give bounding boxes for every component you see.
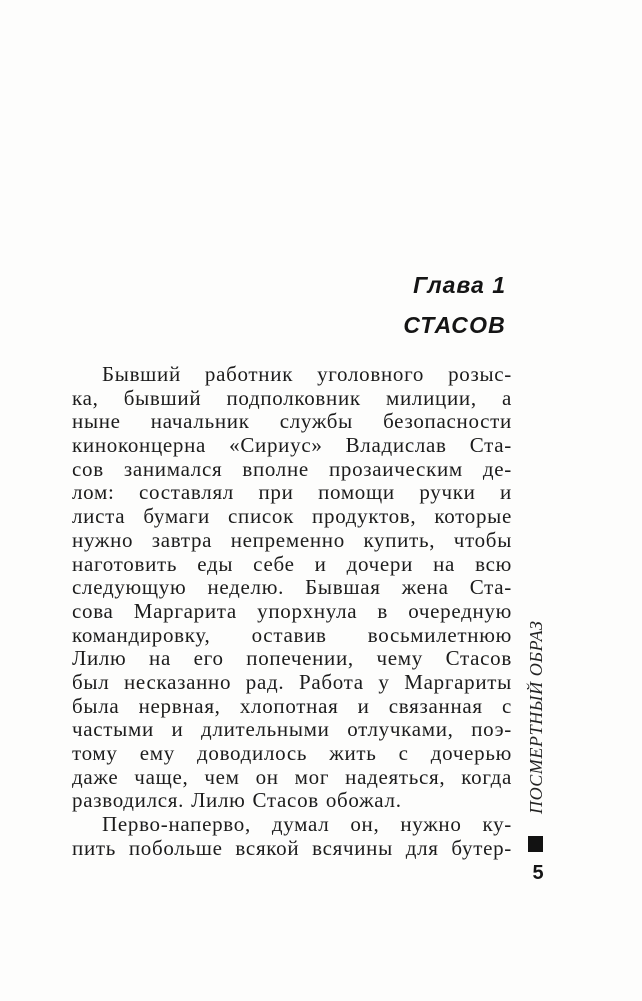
text-line: сов занимался вполне прозаическим де- [72,457,512,481]
text-line: разводился. Лилю Стасов обожал. [72,789,402,813]
text-line: пить побольше всякой всячины для бутер- [72,836,512,860]
text-line: был несказанно рад. Работа у Маргариты [72,670,512,694]
text-line: наготовить еды себе и дочери на всю [72,552,512,576]
section-marker-square [528,836,543,852]
text-line: киноконцерна «Сириус» Владислав Ста- [72,434,512,458]
text-line: следующую неделю. Бывшая жена Ста- [72,576,512,600]
text-line: тому ему доводилось жить с дочерью [72,742,512,765]
spine-book-title-label: ПОСМЕРТНЫЙ ОБРАЗ [526,620,546,814]
text-line: Бывший работник уголовного розыс- [102,363,512,386]
text-line: была нервная, хлопотная и связанная с [72,694,512,718]
text-line: лом: составлял при помощи ручки и [72,481,512,505]
body-text [72,363,512,860]
text-line: листа бумаги список продуктов, которые [72,505,512,529]
chapter-heading: Глава 1 [413,272,506,298]
page-number: 5 [532,862,544,884]
chapter-title: СТАСОВ [403,312,506,338]
text-line: сова Маргарита упорхнула в очередную [72,599,512,623]
text-line: ка, бывший подполковник милиции, а [72,386,512,410]
text-line: нужно завтра непременно купить, чтобы [72,528,512,552]
text-line: Перво-наперво, думал он, нужно ку- [102,813,512,837]
text-line: командировку, оставив восьмилетнюю [72,623,512,647]
text-line: даже чаще, чем он мог надеяться, когда [72,765,512,789]
text-line: ныне начальник службы безопасности [72,410,512,434]
text-line: частыми и длительными отлучками, поэ- [72,718,512,742]
text-line: Лилю на его попечении, чему Стасов [72,647,512,671]
